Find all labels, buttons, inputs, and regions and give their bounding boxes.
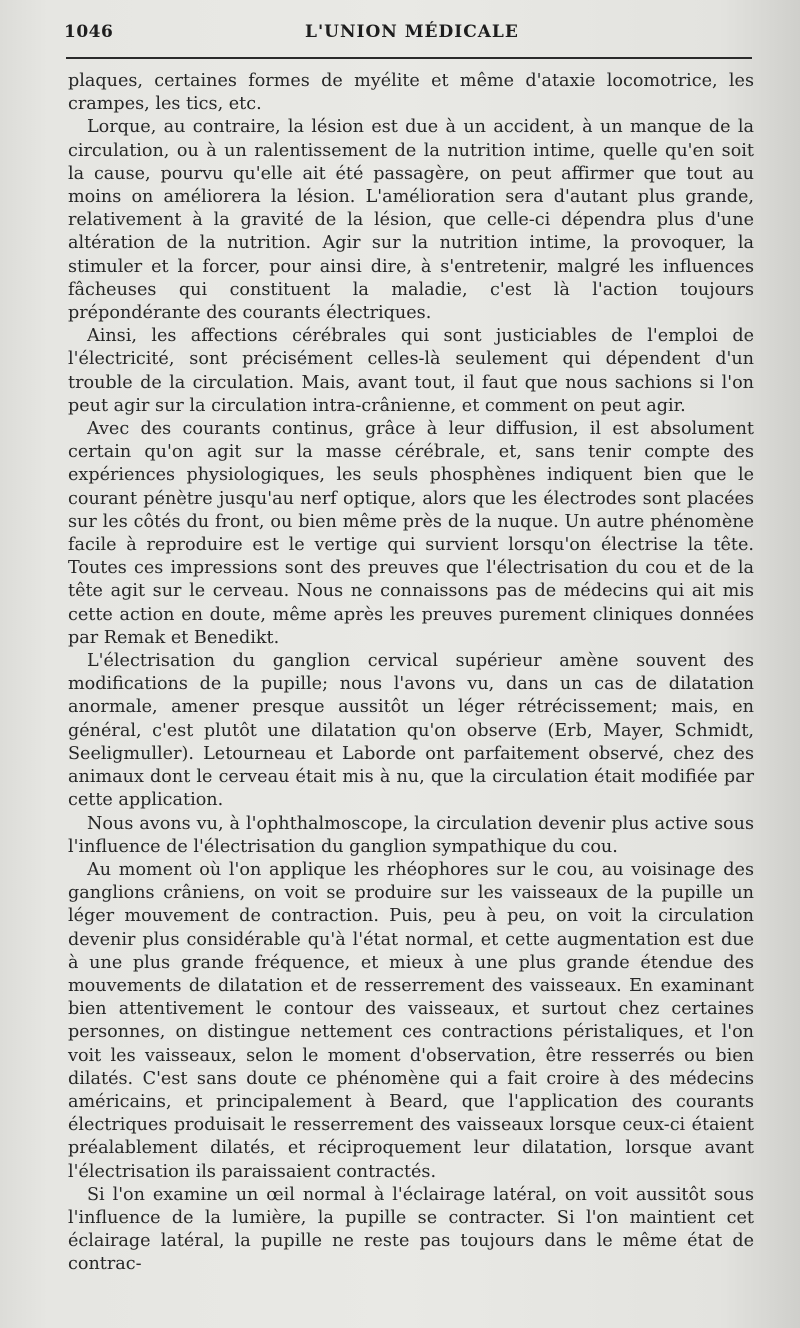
paragraph: Ainsi, les affections cérébrales qui sont justiciables de l'emploi de l'électricité, sont précisément celles-là seulement qui dépendent d'un trouble de la circulation. Mais, avant tout, il faut que nous sachions si l'on peut agir sur la circulation intra-crânienne, et comment on peut agir. xyxy=(68,326,754,416)
header-rule xyxy=(66,57,752,59)
paragraph: L'électrisation du ganglion cervical supérieur amène souvent des modifications de la pupille; nous l'avons vu, dans un cas de dilatation anormale, amener presque aussitôt un léger rétrécissement; mais, en général, c'est plutôt une dilatation qu'on observe (Erb, Mayer, Schmidt, Seeligmuller). Letourneau et Laborde ont parfaitement observé, chez des animaux dont le cerveau était mis à nu, que la circulation était modifiée par cette application. xyxy=(68,651,754,811)
paragraph: Au moment où l'on applique les rhéophores sur le cou, au voisinage des ganglions crâniens, on voit se produire sur les vaisseaux de la pupille un léger mouvement de contraction. Puis, peu à peu, on voit la circulation devenir plus considérable qu'à l'état normal, et cette augmentation est due à une plus grande fréquence, et mieux à une plus grande étendue des mouvements de dilatation et de resserrement des vaisseaux. En examinant bien attentivement le contour des vaisseaux, et surtout chez certaines personnes, on distingue nettement ces contractions péristaliques, et l'on voit les vaisseaux, selon le moment d'observation, être resserrés ou bien dilatés. C'est sans doute ce phénomène qui a fait croire à des médecins américains, et principalement à Beard, que l'application des courants électriques produisait le resserrement des vaisseaux lorsque ceux-ci étaient préalablement dilatés, et réciproquement leur dilatation, lorsque avant l'électrisation ils paraissaient contractés. xyxy=(68,859,754,1182)
running-title: L'UNION MÉDICALE xyxy=(305,22,519,42)
body-text xyxy=(68,70,754,1277)
paragraph: Si l'on examine un œil normal à l'éclairage latéral, on voit aussitôt sous l'influence de la lumière, la pupille se contracter. Si l'on maintient cet éclairage latéral, la pupille ne reste pas toujours dans le même état de contrac- xyxy=(68,1184,754,1275)
page-number: 1046 xyxy=(64,22,114,42)
paragraph: Avec des courants continus, grâce à leur diffusion, il est absolument certain qu'on agit sur la masse cérébrale, et, sans tenir compte des expériences physiologiques, les seuls phosphènes indiquent bien que le courant pénètre jusqu'au nerf optique, alors que les électrodes sont placées sur les côtés du front, ou bien même près de la nuque. Un autre phénomène facile à reproduire est le vertige qui survient lorsqu'on électrise la tête. Toutes ces impressions sont des preuves que l'électrisation du cou et de la tête agit sur le cerveau. Nous ne connaissons pas de médecins qui ait mis cette action en doute, même après les preuves purement cliniques données par Remak et Benedikt. xyxy=(68,419,754,648)
paragraph: plaques, certaines formes de myélite et même d'ataxie locomotrice, les crampes, les tics, etc. xyxy=(68,71,754,115)
paragraph: Nous avons vu, à l'ophthalmoscope, la circulation devenir plus active sous l'influence de l'électrisation du ganglion sympathique du cou. xyxy=(68,813,754,857)
page-header xyxy=(60,20,760,48)
paragraph: Lorque, au contraire, la lésion est due à un accident, à un manque de la circulation, ou à un ralentissement de la nutrition intime, quelle qu'en soit la cause, pourvu qu'elle ait été passagère, on peut affirmer que tout au moins on améliorera la lésion. L'amélioration sera d'autant plus grande, relativement à la gravité de la lésion, que celle-ci dépendra plus d'une altération de la nutrition. Agir sur la nutrition intime, la provoquer, la stimuler et la forcer, pour ainsi dire, à s'entretenir, malgré les influences fâcheuses qui constituent la maladie, c'est là l'action toujours prépondérante des courants électriques. xyxy=(68,117,754,324)
